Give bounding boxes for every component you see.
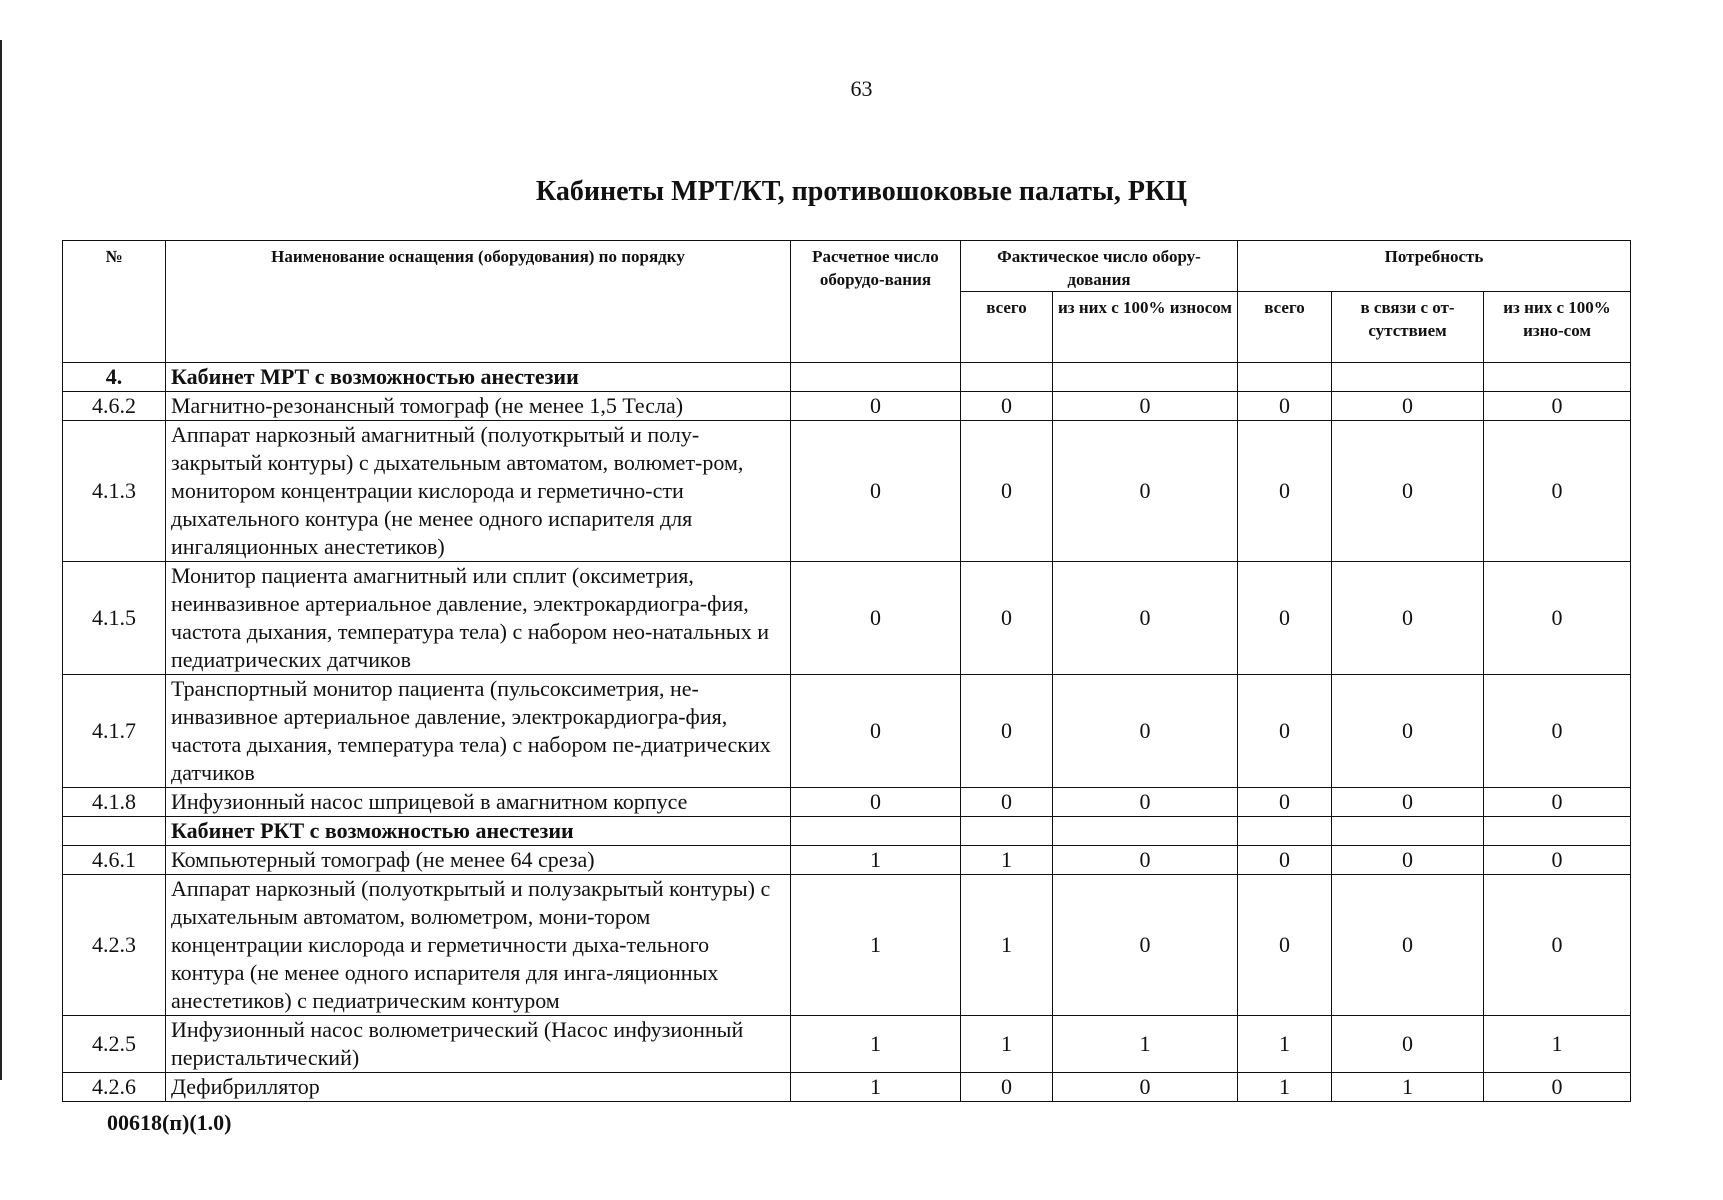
cell-need-absent: 0 <box>1332 421 1484 562</box>
cell-need-absent: 0 <box>1332 675 1484 788</box>
cell-actual-worn: 0 <box>1053 1073 1238 1102</box>
cell-actual-worn: 0 <box>1053 675 1238 788</box>
cell-need-total <box>1238 363 1332 392</box>
row-number: 4.1.5 <box>63 562 166 675</box>
cell-need-absent <box>1332 817 1484 846</box>
page-number: 63 <box>850 76 873 101</box>
cell-actual-worn: 0 <box>1053 421 1238 562</box>
header-calc: Расчетное число оборудо-вания <box>791 241 961 363</box>
equipment-name: Инфузионный насос волюметрический (Насос инфузионный перистальтический) <box>166 1016 791 1073</box>
cell-actual-total: 0 <box>961 1073 1053 1102</box>
table-row <box>63 675 1631 788</box>
cell-need-absent: 0 <box>1332 1016 1484 1073</box>
cell-actual-total <box>961 363 1053 392</box>
equipment-name: Дефибриллятор <box>166 1073 791 1102</box>
cell-actual-total: 0 <box>961 421 1053 562</box>
cell-actual-worn: 0 <box>1053 846 1238 875</box>
header-num: № <box>63 241 166 363</box>
row-number: 4.1.8 <box>63 788 166 817</box>
equipment-name: Транспортный монитор пациента (пульсоксиметрия, не-инвазивное артериальное давление, электрокардиогра-фия, частота дыхания, температура тела) с набором пе-диатрических датчиков <box>166 675 791 788</box>
cell-calc-count: 1 <box>791 846 961 875</box>
row-number: 4.2.6 <box>63 1073 166 1102</box>
equipment-table <box>62 240 1631 1102</box>
table-row <box>63 1016 1631 1073</box>
row-number: 4.2.5 <box>63 1016 166 1073</box>
cell-need-total: 0 <box>1238 421 1332 562</box>
cell-need-worn: 1 <box>1484 1016 1631 1073</box>
cell-actual-worn: 0 <box>1053 875 1238 1016</box>
row-number <box>63 817 166 846</box>
table-row <box>63 421 1631 562</box>
cell-actual-worn <box>1053 363 1238 392</box>
row-number: 4.6.1 <box>63 846 166 875</box>
section-title: Кабинет МРТ с возможностью анестезии <box>166 363 791 392</box>
row-number: 4.6.2 <box>63 392 166 421</box>
cell-need-total: 0 <box>1238 875 1332 1016</box>
equipment-name: Аппарат наркозный амагнитный (полуоткрытый и полу-закрытый контуры) с дыхательным автоматом, волюмет-ром, монитором концентрации кислорода и герметично-сти дыхательного контура (не менее одного испарителя для ингаляционных анестетиков) <box>166 421 791 562</box>
header-name: Наименование оснащения (оборудования) по порядку <box>166 241 791 363</box>
cell-actual-worn <box>1053 817 1238 846</box>
cell-need-worn: 0 <box>1484 562 1631 675</box>
header-need-group: Потребность <box>1238 241 1631 292</box>
header-need-absent: в связи с от-сутствием <box>1332 292 1484 363</box>
cell-need-worn: 0 <box>1484 788 1631 817</box>
table-row <box>63 846 1631 875</box>
cell-calc-count <box>791 363 961 392</box>
cell-need-worn: 0 <box>1484 421 1631 562</box>
table-row <box>63 875 1631 1016</box>
cell-need-total: 0 <box>1238 392 1332 421</box>
cell-actual-worn: 1 <box>1053 1016 1238 1073</box>
cell-actual-worn: 0 <box>1053 392 1238 421</box>
cell-need-total: 0 <box>1238 846 1332 875</box>
cell-need-total: 1 <box>1238 1073 1332 1102</box>
row-number: 4. <box>63 363 166 392</box>
cell-actual-worn: 0 <box>1053 788 1238 817</box>
cell-need-absent <box>1332 363 1484 392</box>
cell-need-absent: 1 <box>1332 1073 1484 1102</box>
cell-need-total <box>1238 817 1332 846</box>
cell-calc-count: 0 <box>791 675 961 788</box>
row-number: 4.1.3 <box>63 421 166 562</box>
cell-need-worn <box>1484 363 1631 392</box>
equipment-name: Аппарат наркозный (полуоткрытый и полузакрытый контуры) с дыхательным автоматом, волюметром, мони-тором концентрации кислорода и герметичности дыха-тельного контура (не менее одного испарителя для инга-ляционных анестетиков) с педиатрическим контуром <box>166 875 791 1016</box>
cell-calc-count: 0 <box>791 392 961 421</box>
cell-need-total: 1 <box>1238 1016 1332 1073</box>
cell-need-worn: 0 <box>1484 846 1631 875</box>
cell-actual-worn: 0 <box>1053 562 1238 675</box>
cell-need-worn: 0 <box>1484 1073 1631 1102</box>
document-code: 00618(п)(1.0) <box>107 1110 232 1135</box>
cell-actual-total: 0 <box>961 675 1053 788</box>
table-row <box>63 788 1631 817</box>
cell-need-worn: 0 <box>1484 392 1631 421</box>
cell-need-total: 0 <box>1238 675 1332 788</box>
cell-calc-count: 1 <box>791 875 961 1016</box>
cell-need-total: 0 <box>1238 562 1332 675</box>
section-row <box>63 363 1631 392</box>
cell-need-absent: 0 <box>1332 875 1484 1016</box>
header-need-worn: из них с 100% изно-сом <box>1484 292 1631 363</box>
row-number: 4.1.7 <box>63 675 166 788</box>
cell-actual-total: 0 <box>961 392 1053 421</box>
header-actual-group: Фактическое число обору-дования <box>961 241 1238 292</box>
table-row <box>63 562 1631 675</box>
cell-actual-total <box>961 817 1053 846</box>
cell-calc-count: 1 <box>791 1073 961 1102</box>
section-row <box>63 817 1631 846</box>
cell-calc-count: 0 <box>791 562 961 675</box>
table-row <box>63 392 1631 421</box>
cell-actual-total: 1 <box>961 875 1053 1016</box>
cell-actual-total: 0 <box>961 788 1053 817</box>
header-actual-total: всего <box>961 292 1053 363</box>
cell-need-absent: 0 <box>1332 846 1484 875</box>
cell-need-total: 0 <box>1238 788 1332 817</box>
header-actual-worn: из них с 100% износом <box>1053 292 1238 363</box>
cell-need-worn: 0 <box>1484 675 1631 788</box>
equipment-name: Магнитно-резонансный томограф (не менее 1,5 Тесла) <box>166 392 791 421</box>
equipment-name: Компьютерный томограф (не менее 64 среза) <box>166 846 791 875</box>
cell-need-absent: 0 <box>1332 392 1484 421</box>
section-title: Кабинет РКТ с возможностью анестезии <box>166 817 791 846</box>
cell-calc-count: 0 <box>791 421 961 562</box>
table-row <box>63 1073 1631 1102</box>
cell-calc-count <box>791 817 961 846</box>
cell-need-absent: 0 <box>1332 562 1484 675</box>
equipment-name: Монитор пациента амагнитный или сплит (оксиметрия, неинвазивное артериальное давление, электрокардиогра-фия, частота дыхания, температура тела) с набором нео-натальных и педиатрических датчиков <box>166 562 791 675</box>
page-title: Кабинеты МРТ/КТ, противошоковые палаты, РКЦ <box>535 176 1188 207</box>
header-need-total: всего <box>1238 292 1332 363</box>
row-number: 4.2.3 <box>63 875 166 1016</box>
cell-need-worn <box>1484 817 1631 846</box>
cell-need-worn: 0 <box>1484 875 1631 1016</box>
cell-need-absent: 0 <box>1332 788 1484 817</box>
cell-actual-total: 0 <box>961 562 1053 675</box>
cell-calc-count: 0 <box>791 788 961 817</box>
equipment-name: Инфузионный насос шприцевой в амагнитном корпусе <box>166 788 791 817</box>
cell-calc-count: 1 <box>791 1016 961 1073</box>
table-body <box>63 363 1631 1102</box>
cell-actual-total: 1 <box>961 1016 1053 1073</box>
cell-actual-total: 1 <box>961 846 1053 875</box>
